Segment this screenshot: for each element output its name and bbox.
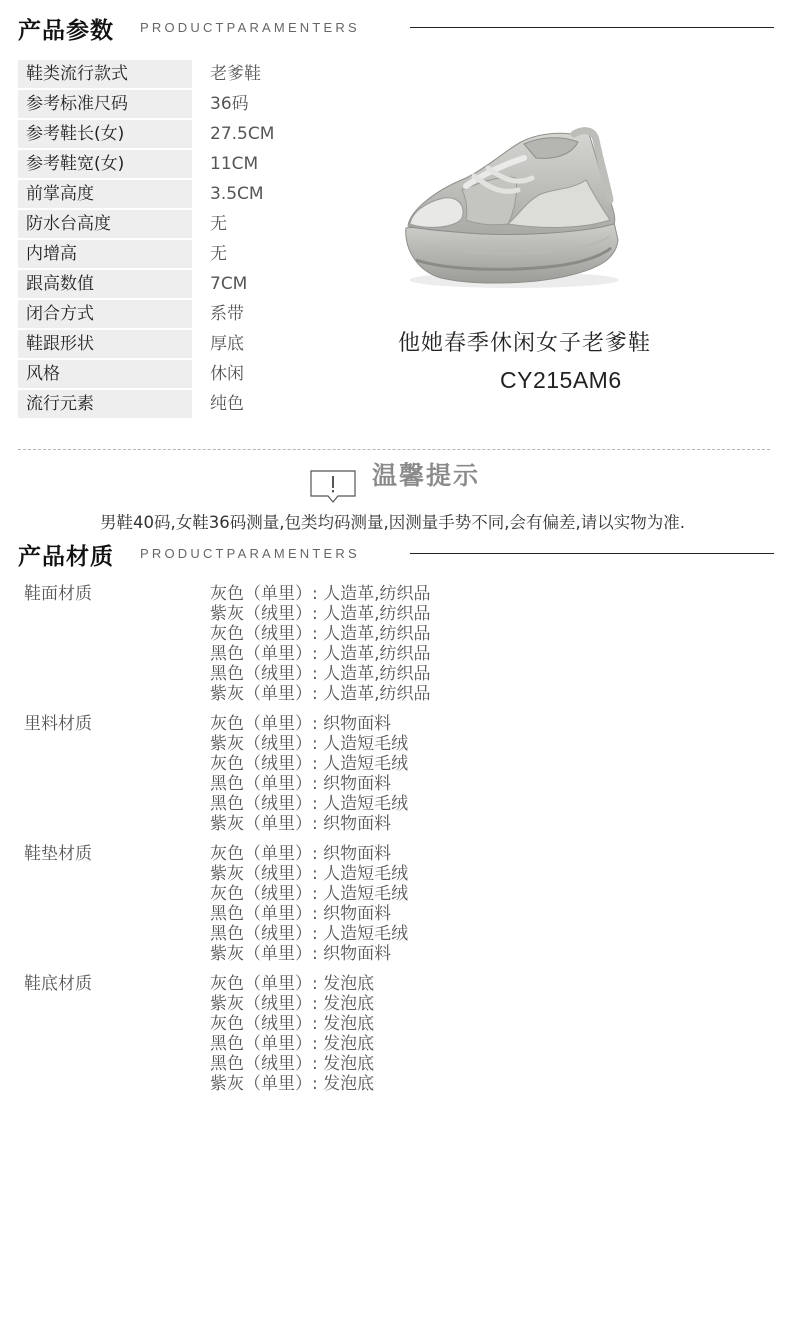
param-row xyxy=(18,390,378,418)
material-label: 鞋垫材质 xyxy=(24,844,92,864)
material-line: 紫灰（单里）: 发泡底 xyxy=(210,1074,375,1094)
material-line: 黑色（绒里）: 发泡底 xyxy=(210,1054,375,1074)
product-code: CY215AM6 xyxy=(500,367,622,393)
material-line: 灰色（单里）: 织物面料 xyxy=(210,714,392,734)
param-value: 老爹鞋 xyxy=(210,64,261,84)
param-key: 防水台高度 xyxy=(18,210,192,238)
param-value: 系带 xyxy=(210,304,244,324)
material-line: 黑色（绒里）: 人造革,纺织品 xyxy=(210,664,431,684)
param-row xyxy=(18,180,378,208)
param-row xyxy=(18,330,378,358)
param-value: 无 xyxy=(210,244,227,264)
param-key: 鞋跟形状 xyxy=(18,330,192,358)
material-line: 灰色（绒里）: 人造革,纺织品 xyxy=(210,624,431,644)
param-key: 闭合方式 xyxy=(18,300,192,328)
dashed-divider xyxy=(18,449,770,450)
material-line: 黑色（单里）: 人造革,纺织品 xyxy=(210,644,431,664)
param-key: 参考鞋长(女) xyxy=(18,120,192,148)
param-value: 3.5CM xyxy=(210,184,264,204)
param-value: 27.5CM xyxy=(210,124,275,144)
parameter-table xyxy=(18,60,378,420)
material-line: 黑色（绒里）: 人造短毛绒 xyxy=(210,794,409,814)
param-row xyxy=(18,240,378,268)
param-key: 内增高 xyxy=(18,240,192,268)
material-line: 灰色（绒里）: 发泡底 xyxy=(210,1014,375,1034)
param-row xyxy=(18,60,378,88)
param-key: 鞋类流行款式 xyxy=(18,60,192,88)
section-subtitle: PRODUCTPARAMENTERS xyxy=(140,20,360,35)
material-line: 紫灰（绒里）: 人造革,纺织品 xyxy=(210,604,431,624)
param-value: 11CM xyxy=(210,154,259,174)
param-value: 休闲 xyxy=(210,364,244,384)
section-header-parameters xyxy=(18,8,774,42)
param-value: 无 xyxy=(210,214,227,234)
material-line: 黑色（单里）: 织物面料 xyxy=(210,904,392,924)
material-line: 灰色（单里）: 织物面料 xyxy=(210,844,392,864)
param-key: 前掌高度 xyxy=(18,180,192,208)
param-value: 7CM xyxy=(210,274,248,294)
param-row xyxy=(18,150,378,178)
material-line: 紫灰（绒里）: 人造短毛绒 xyxy=(210,864,409,884)
section-header-materials xyxy=(18,534,774,568)
material-line: 灰色（绒里）: 人造短毛绒 xyxy=(210,884,409,904)
material-label: 鞋底材质 xyxy=(24,974,92,994)
material-lines xyxy=(210,714,408,834)
param-value: 36码 xyxy=(210,94,249,114)
material-line: 黑色（绒里）: 人造短毛绒 xyxy=(210,924,409,944)
material-lines xyxy=(210,584,431,704)
section-subtitle: PRODUCTPARAMENTERS xyxy=(140,546,360,561)
notice-title: 温馨提示 xyxy=(372,461,481,490)
param-row xyxy=(18,90,378,118)
material-line: 紫灰（绒里）: 发泡底 xyxy=(210,994,375,1014)
param-value: 厚底 xyxy=(210,334,244,354)
material-label: 里料材质 xyxy=(24,714,92,734)
param-value: 纯色 xyxy=(210,394,244,414)
param-row xyxy=(18,360,378,388)
section-title: 产品材质 xyxy=(18,544,114,570)
param-key: 参考标准尺码 xyxy=(18,90,192,118)
product-image xyxy=(396,120,626,295)
param-key: 跟高数值 xyxy=(18,270,192,298)
notice-text: 男鞋40码,女鞋36码测量,包类均码测量,因测量手势不同,会有偏差,请以实物为准. xyxy=(100,513,685,532)
material-line: 紫灰（绒里）: 人造短毛绒 xyxy=(210,734,409,754)
material-line: 黑色（单里）: 发泡底 xyxy=(210,1034,375,1054)
material-line: 黑色（单里）: 织物面料 xyxy=(210,774,392,794)
param-key: 参考鞋宽(女) xyxy=(18,150,192,178)
exclamation-speech-bubble-icon xyxy=(310,470,356,504)
material-line: 灰色（单里）: 人造革,纺织品 xyxy=(210,584,431,604)
material-label: 鞋面材质 xyxy=(24,584,92,604)
product-name: 他她春季休闲女子老爹鞋 xyxy=(398,331,652,356)
param-row xyxy=(18,120,378,148)
param-row xyxy=(18,270,378,298)
param-key: 流行元素 xyxy=(18,390,192,418)
param-row xyxy=(18,300,378,328)
material-line: 灰色（单里）: 发泡底 xyxy=(210,974,375,994)
param-row xyxy=(18,210,378,238)
material-line: 紫灰（单里）: 织物面料 xyxy=(210,944,392,964)
material-lines xyxy=(210,844,408,964)
material-line: 紫灰（单里）: 人造革,纺织品 xyxy=(210,684,431,704)
section-divider xyxy=(410,27,774,28)
material-line: 灰色（绒里）: 人造短毛绒 xyxy=(210,754,409,774)
sneaker-illustration xyxy=(396,120,626,295)
section-divider xyxy=(410,553,774,554)
section-title: 产品参数 xyxy=(18,18,114,44)
material-lines xyxy=(210,974,374,1094)
material-line: 紫灰（单里）: 织物面料 xyxy=(210,814,392,834)
param-key: 风格 xyxy=(18,360,192,388)
